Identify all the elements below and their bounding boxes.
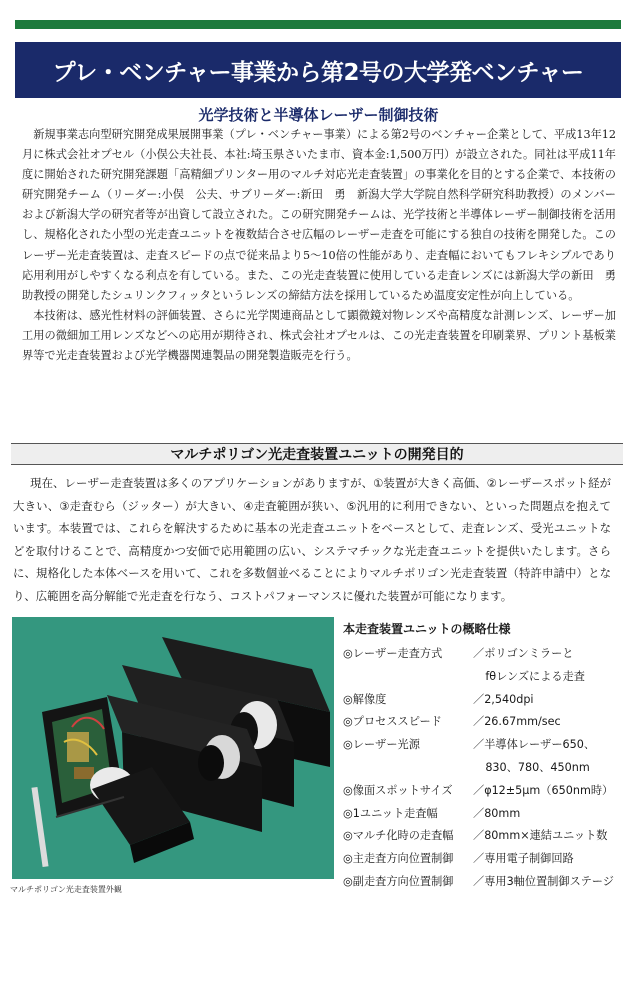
spec-panel: [343, 620, 623, 894]
top-green-rule: [15, 20, 621, 29]
spec-value: ／80mm: [473, 806, 521, 820]
spec-row: [343, 803, 623, 826]
section-heading-bar: [11, 443, 623, 465]
spec-row: [343, 734, 623, 780]
spec-label: ◎マルチ化時の走査幅: [343, 829, 454, 843]
spec-row: [343, 689, 623, 712]
spec-row: [343, 871, 623, 894]
spec-value-line: ／半導体レーザー650、: [473, 738, 596, 752]
spec-value: ／φ12±5μm（650nm時）: [473, 783, 614, 797]
title-banner: [15, 42, 621, 98]
spec-value: ／2,540dpi: [473, 692, 534, 706]
spec-label: ◎副走査方向位置制御: [343, 874, 454, 888]
spec-label: ◎レーザー光源: [343, 738, 420, 752]
spec-value: [473, 643, 623, 689]
spec-label: ◎1ユニット走査幅: [343, 806, 438, 820]
spec-value-line: fθレンズによる走査: [485, 669, 585, 683]
spec-title: 本走査装置ユニットの概略仕様: [343, 622, 511, 636]
spec-value: [473, 734, 623, 780]
spec-value: ／26.67mm/sec: [473, 715, 561, 729]
intro-paragraph-2: 本技術は、感光性材料の評価装置、さらに光学関連商品として顕微鏡対物レンズや高精度な計測レンズ、レーザー加工用の微細加工用レンズなどへの応用が期待され、株式会社オプセルは、この光走査装置を印刷業界、プリント基板業界等で光走査装置および光学機器関連製品の開発製造販売を行う。: [22, 308, 616, 363]
device-photo: [12, 617, 334, 879]
page-subtitle: 光学技術と半導体レーザー制御技術: [198, 106, 439, 124]
section-heading: マルチポリゴン光走査装置ユニットの開発目的: [170, 447, 464, 463]
spec-value: ／80mm×連結ユニット数: [473, 829, 608, 843]
spec-value-line: ／ポリゴンミラーと: [473, 647, 574, 660]
spec-value: ／専用電子制御回路: [473, 852, 574, 866]
photo-caption: マルチポリゴン光走査装置外観: [10, 885, 122, 894]
spec-row: [343, 848, 623, 871]
spec-row: [343, 780, 623, 803]
spec-label: ◎主走査方向位置制御: [343, 852, 454, 866]
purpose-text: [13, 472, 611, 608]
page-title: プレ・ベンチャー事業から第2号の大学発ベンチャー: [52, 59, 584, 86]
purpose-paragraph: 現在、レーザー走査装置は多くのアプリケーションがありますが、①装置が大きく高価、②レーザースポット経が大きい、③走査むら（ジッター）が大きい、④走査範囲が狭い、⑤汎用的に利用できない、といった問題点を抱えています。本装置では、これらを解決するために基本の光走査ユニットをベースとして、走査レンズ、受光ユニットなどを取付けることで、高精度かつ安価で応用範囲の広い、システマチックな光走査ユニットを提供いたします。さらに、規格化した本体ベースを用いて、これを多数個並べることによりマルチポリゴン光走査装置（特許申請中）となり、広範囲を高分解能で光走査を行なう、コストパフォーマンスに優れた装置が可能になります。: [13, 476, 611, 603]
spec-value-line: 830、780、450nm: [485, 760, 590, 774]
spec-label: ◎解像度: [343, 692, 387, 706]
spec-row: [343, 643, 623, 689]
device-illustration: [12, 617, 334, 879]
spec-label: ◎プロセススピード: [343, 715, 442, 729]
intro-paragraph-1: 新規事業志向型研究開発成果展開事業（プレ・ベンチャー事業）による第2号のベンチャー企業として、平成13年12月に株式会社オプセル（小俣公夫社長、本社:埼玉県さいたま市、資本金:1,500万円）が設立された。同社は平成11年度に開始された研究開発課題「高精細プリンター用のマルチ対応光走査装置」の事業化を目的とする企業で、本技術の研究開発チーム（リーダー:小俣 公夫、サブリーダー:新田 勇 新潟大学大学院自然科学研究科助教授）のメンバーおよび新潟大学の研究者等が出資して設立された。この研究開発チームは、光学技術と半導体レーザー制御技術を活用し、規格化された小型の光走査ユニットを複数結合させ広幅のレーザー走査を可能にする独自の技術を開発した。このレーザー光走査装置は、走査スピードの点で従来品より5〜10倍の性能があり、走査幅においてもフレキシブルであり応用利用がしやすくなる利点を有している。また、この光走査装置に使用している走査レンズには新潟大学の新田 勇助教授の開発したシュリンクフィッタというレンズの締結方法を採用しているため温度安定性が向上している。: [22, 128, 616, 302]
spec-row: [343, 825, 623, 848]
intro-text: [22, 125, 616, 366]
spec-label: ◎レーザー走査方式: [343, 647, 443, 660]
spec-row: [343, 711, 623, 734]
spec-value: ／専用3軸位置制御ステージ: [473, 874, 614, 888]
spec-label: ◎像面スポットサイズ: [343, 783, 453, 797]
